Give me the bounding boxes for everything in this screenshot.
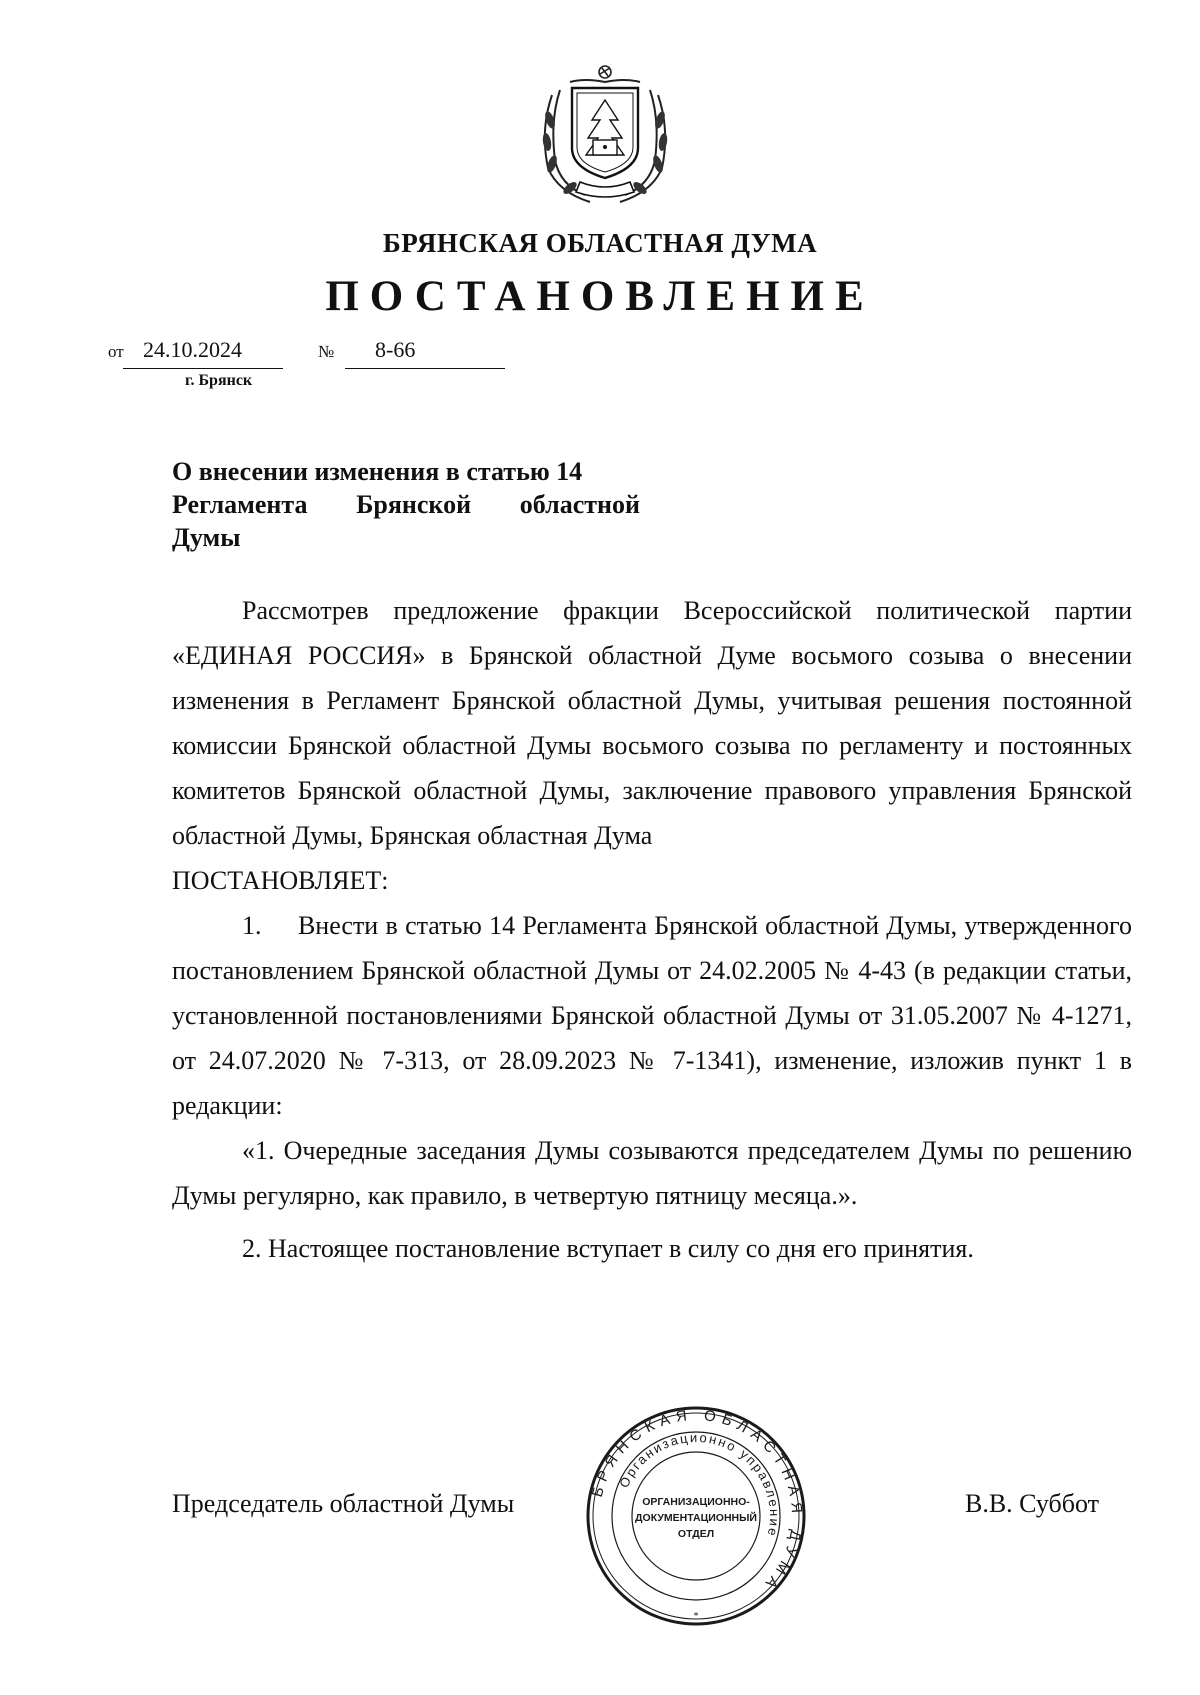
city: г. Брянск [185, 372, 253, 389]
subject-line: О внесении изменения в статью 14 [172, 457, 583, 486]
point-2-paragraph: 2. Настоящее постановление вступает в силу со дня его принятия. [242, 1234, 974, 1263]
date-underline [123, 368, 283, 369]
stamp-outer-text: БРЯНСКАЯ ОБЛАСТНАЯ ДУМА [588, 1406, 806, 1596]
document-date: 24.10.2024 [143, 337, 242, 362]
point-1-quote-paragraph: «1. Очередные заседания Думы созываются председателем Думы по решению Думы регулярно, как правило, в четвертую пятницу месяца.». [172, 1136, 1132, 1210]
official-seal-stamp [585, 1405, 807, 1627]
stamp-star-icon: * [693, 1611, 699, 1622]
signatory-name: В.В. Суббот [965, 1489, 1100, 1518]
number-prefix: № [318, 342, 335, 361]
coat-of-arms-icon [530, 60, 680, 210]
document-number: 8-66 [375, 337, 416, 362]
organization-name: БРЯНСКАЯ ОБЛАСТНАЯ ДУМА [382, 228, 818, 258]
preamble-paragraph: Рассмотрев предложение фракции Всероссийской политической партии «ЕДИНАЯ РОССИЯ» в Брянской областной Думе восьмого созыва о внесении изменения в Регламент Брянской областной Думы, учитывая решения постоянной комиссии Брянской областной Думы восьмого созыва по регламенту и постоянных комитетов Брянской областной Думы, заключение правового управления Брянской областной Думы, Брянская областная Дума [172, 596, 1132, 850]
stamp-center-line: ОТДЕЛ [677, 1528, 715, 1540]
document-subject [172, 455, 640, 554]
signatory-title: Председатель областной Думы [172, 1489, 515, 1518]
date-prefix: от [108, 342, 124, 361]
subject-line: Регламента Брянской областной [172, 490, 640, 519]
subject-line: Думы [172, 523, 241, 552]
point-1-paragraph: 1. Внести в статью 14 Регламента Брянской областной Думы, утвержденного постановлением Брянской областной Думы от 24.02.2005 № 4-43 (в редакции статьи, установленной постановлениями Брянской областной Думы от 31.05.2007 № 4-1271, от 24.07.2020 № 7-313, от 28.09.2023 № 7-1341), изменение, изложив пункт 1 в редакции: [172, 911, 1132, 1120]
document-body [172, 588, 1132, 1271]
stamp-center-line: ОРГАНИЗАЦИОННО- [642, 1496, 750, 1508]
stamp-inner-ring-text: Организационно управление [616, 1429, 783, 1540]
number-underline [345, 368, 505, 369]
stamp-center-line: ДОКУМЕНТАЦИОННЫЙ [635, 1512, 757, 1524]
resolves-heading: ПОСТАНОВЛЯЕТ: [172, 866, 389, 895]
document-type-title: ПОСТАНОВЛЕНИЕ [325, 273, 875, 320]
